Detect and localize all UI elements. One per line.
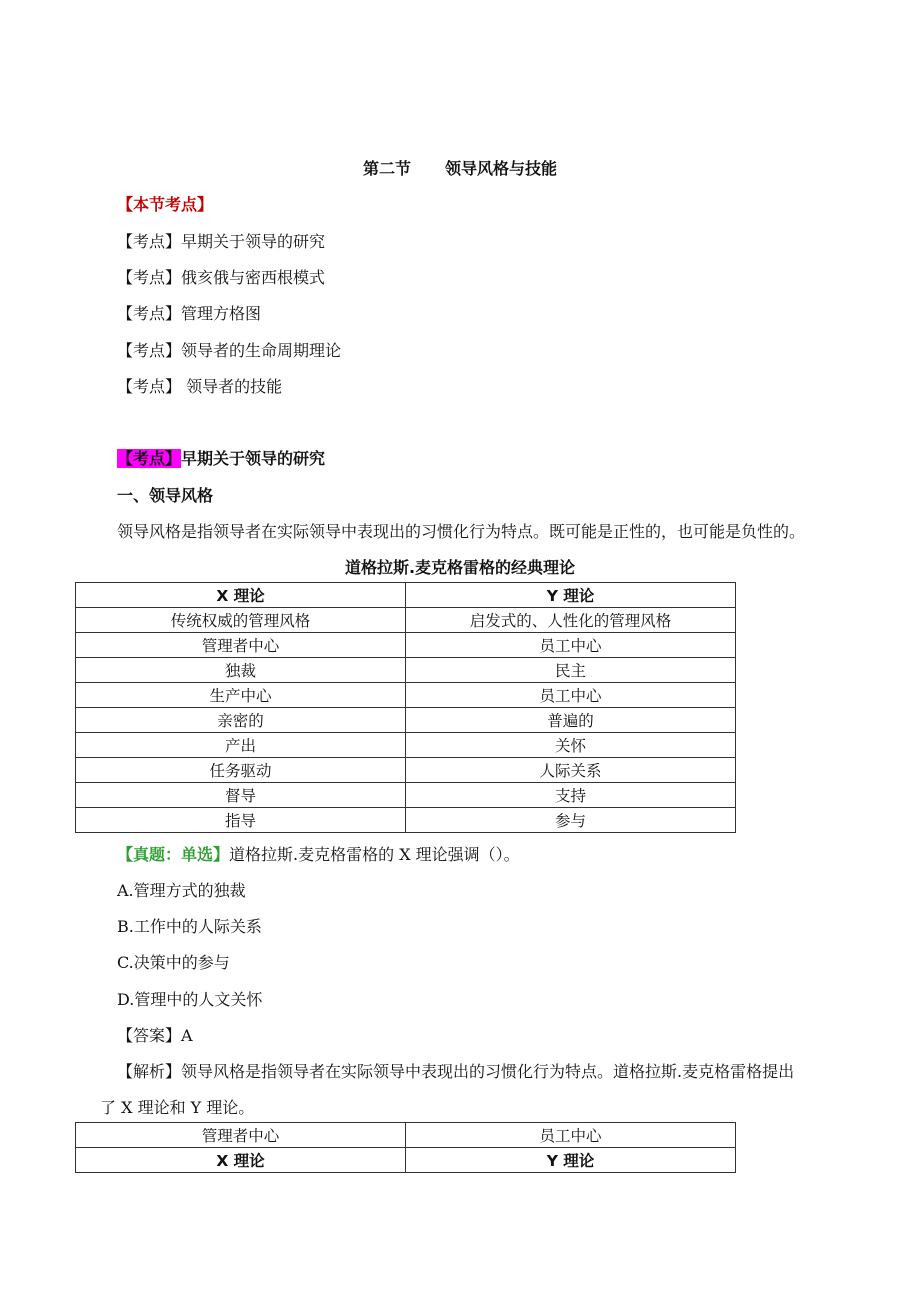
definition-paragraph: 领导风格是指领导者在实际领导中表现出的习惯化行为特点。既可能是正性的，也可能是负性的。	[117, 522, 806, 541]
table-row	[76, 708, 736, 733]
option-d: D.管理中的人文关怀	[117, 990, 263, 1009]
table-row	[76, 808, 736, 833]
table-cell: 员工中心	[406, 1123, 736, 1148]
table-title: 道格拉斯.麦克格雷格的经典理论	[344, 558, 576, 577]
table-row	[76, 1123, 736, 1148]
key-point-text: 管理方格图	[181, 304, 262, 323]
table-header-cell: X 理论	[76, 583, 406, 608]
option-c: C.决策中的参与	[117, 953, 230, 972]
table-row	[76, 608, 736, 633]
question-text: 道格拉斯.麦克格雷格的 X 理论强调（）。	[229, 845, 520, 864]
table-cell: 督导	[76, 783, 406, 808]
table-row	[76, 758, 736, 783]
answer-text: 【答案】A	[117, 1026, 193, 1045]
summary-table	[75, 1122, 736, 1173]
question-tag: 【真题：单选】	[117, 845, 230, 864]
key-points-header: 【本节考点】	[117, 195, 214, 214]
analysis-line-1: 【解析】领导风格是指领导者在实际领导中表现出的习惯化行为特点。道格拉斯.麦克格雷格提出	[117, 1062, 795, 1081]
key-point-tag: 【考点】	[117, 268, 182, 287]
table-row	[76, 733, 736, 758]
key-point-tag: 【考点】	[117, 341, 182, 360]
table-header-row	[76, 583, 736, 608]
table-cell: 亲密的	[76, 708, 406, 733]
table-cell: 人际关系	[406, 758, 736, 783]
section-title	[0, 156, 920, 179]
analysis-line-2: 了 X 理论和 Y 理论。	[100, 1098, 255, 1117]
key-point-text: 俄亥俄与密西根模式	[181, 268, 326, 287]
table-cell: 员工中心	[406, 683, 736, 708]
key-point-tag: 【考点】	[117, 377, 182, 396]
key-point-text: 领导者的技能	[181, 377, 283, 396]
table-cell: 关怀	[406, 733, 736, 758]
table-cell: 独裁	[76, 658, 406, 683]
table-cell: 指导	[76, 808, 406, 833]
table-header-cell: Y 理论	[406, 1148, 736, 1173]
table-header-row	[76, 1148, 736, 1173]
question-stem	[117, 842, 520, 865]
table-cell: 生产中心	[76, 683, 406, 708]
key-point-tag: 【考点】	[117, 232, 182, 251]
table-row	[76, 658, 736, 683]
table-header-cell: Y 理论	[406, 583, 736, 608]
table-cell: 任务驱动	[76, 758, 406, 783]
table-cell: 产出	[76, 733, 406, 758]
key-point-text: 早期关于领导的研究	[181, 232, 326, 251]
point-heading-text: 早期关于领导的研究	[181, 449, 326, 468]
table-row	[76, 783, 736, 808]
subheading: 一、领导风格	[117, 486, 214, 505]
key-point-item	[117, 229, 325, 252]
table-cell: 启发式的、人性化的管理风格	[406, 608, 736, 633]
point-heading-tag: 【考点】	[117, 449, 182, 468]
key-point-item	[117, 301, 261, 324]
table-cell: 普遍的	[406, 708, 736, 733]
key-point-text: 领导者的生命周期理论	[181, 341, 342, 360]
key-point-tag: 【考点】	[117, 304, 182, 323]
table-cell: 参与	[406, 808, 736, 833]
table-cell: 传统权威的管理风格	[76, 608, 406, 633]
table-cell: 管理者中心	[76, 633, 406, 658]
table-cell: 支持	[406, 783, 736, 808]
section-number: 第二节	[362, 159, 411, 178]
option-a: A.管理方式的独裁	[117, 881, 246, 900]
point-heading	[117, 446, 325, 469]
table-row	[76, 683, 736, 708]
key-point-item	[117, 374, 282, 397]
option-b: B.工作中的人际关系	[117, 917, 262, 936]
theory-table	[75, 582, 736, 833]
table-row	[76, 633, 736, 658]
key-point-item	[117, 338, 341, 361]
section-name: 领导风格与技能	[445, 159, 558, 178]
table-cell: 员工中心	[406, 633, 736, 658]
table-header-cell: X 理论	[76, 1148, 406, 1173]
table-cell: 民主	[406, 658, 736, 683]
table-cell: 管理者中心	[76, 1123, 406, 1148]
key-point-item	[117, 265, 325, 288]
